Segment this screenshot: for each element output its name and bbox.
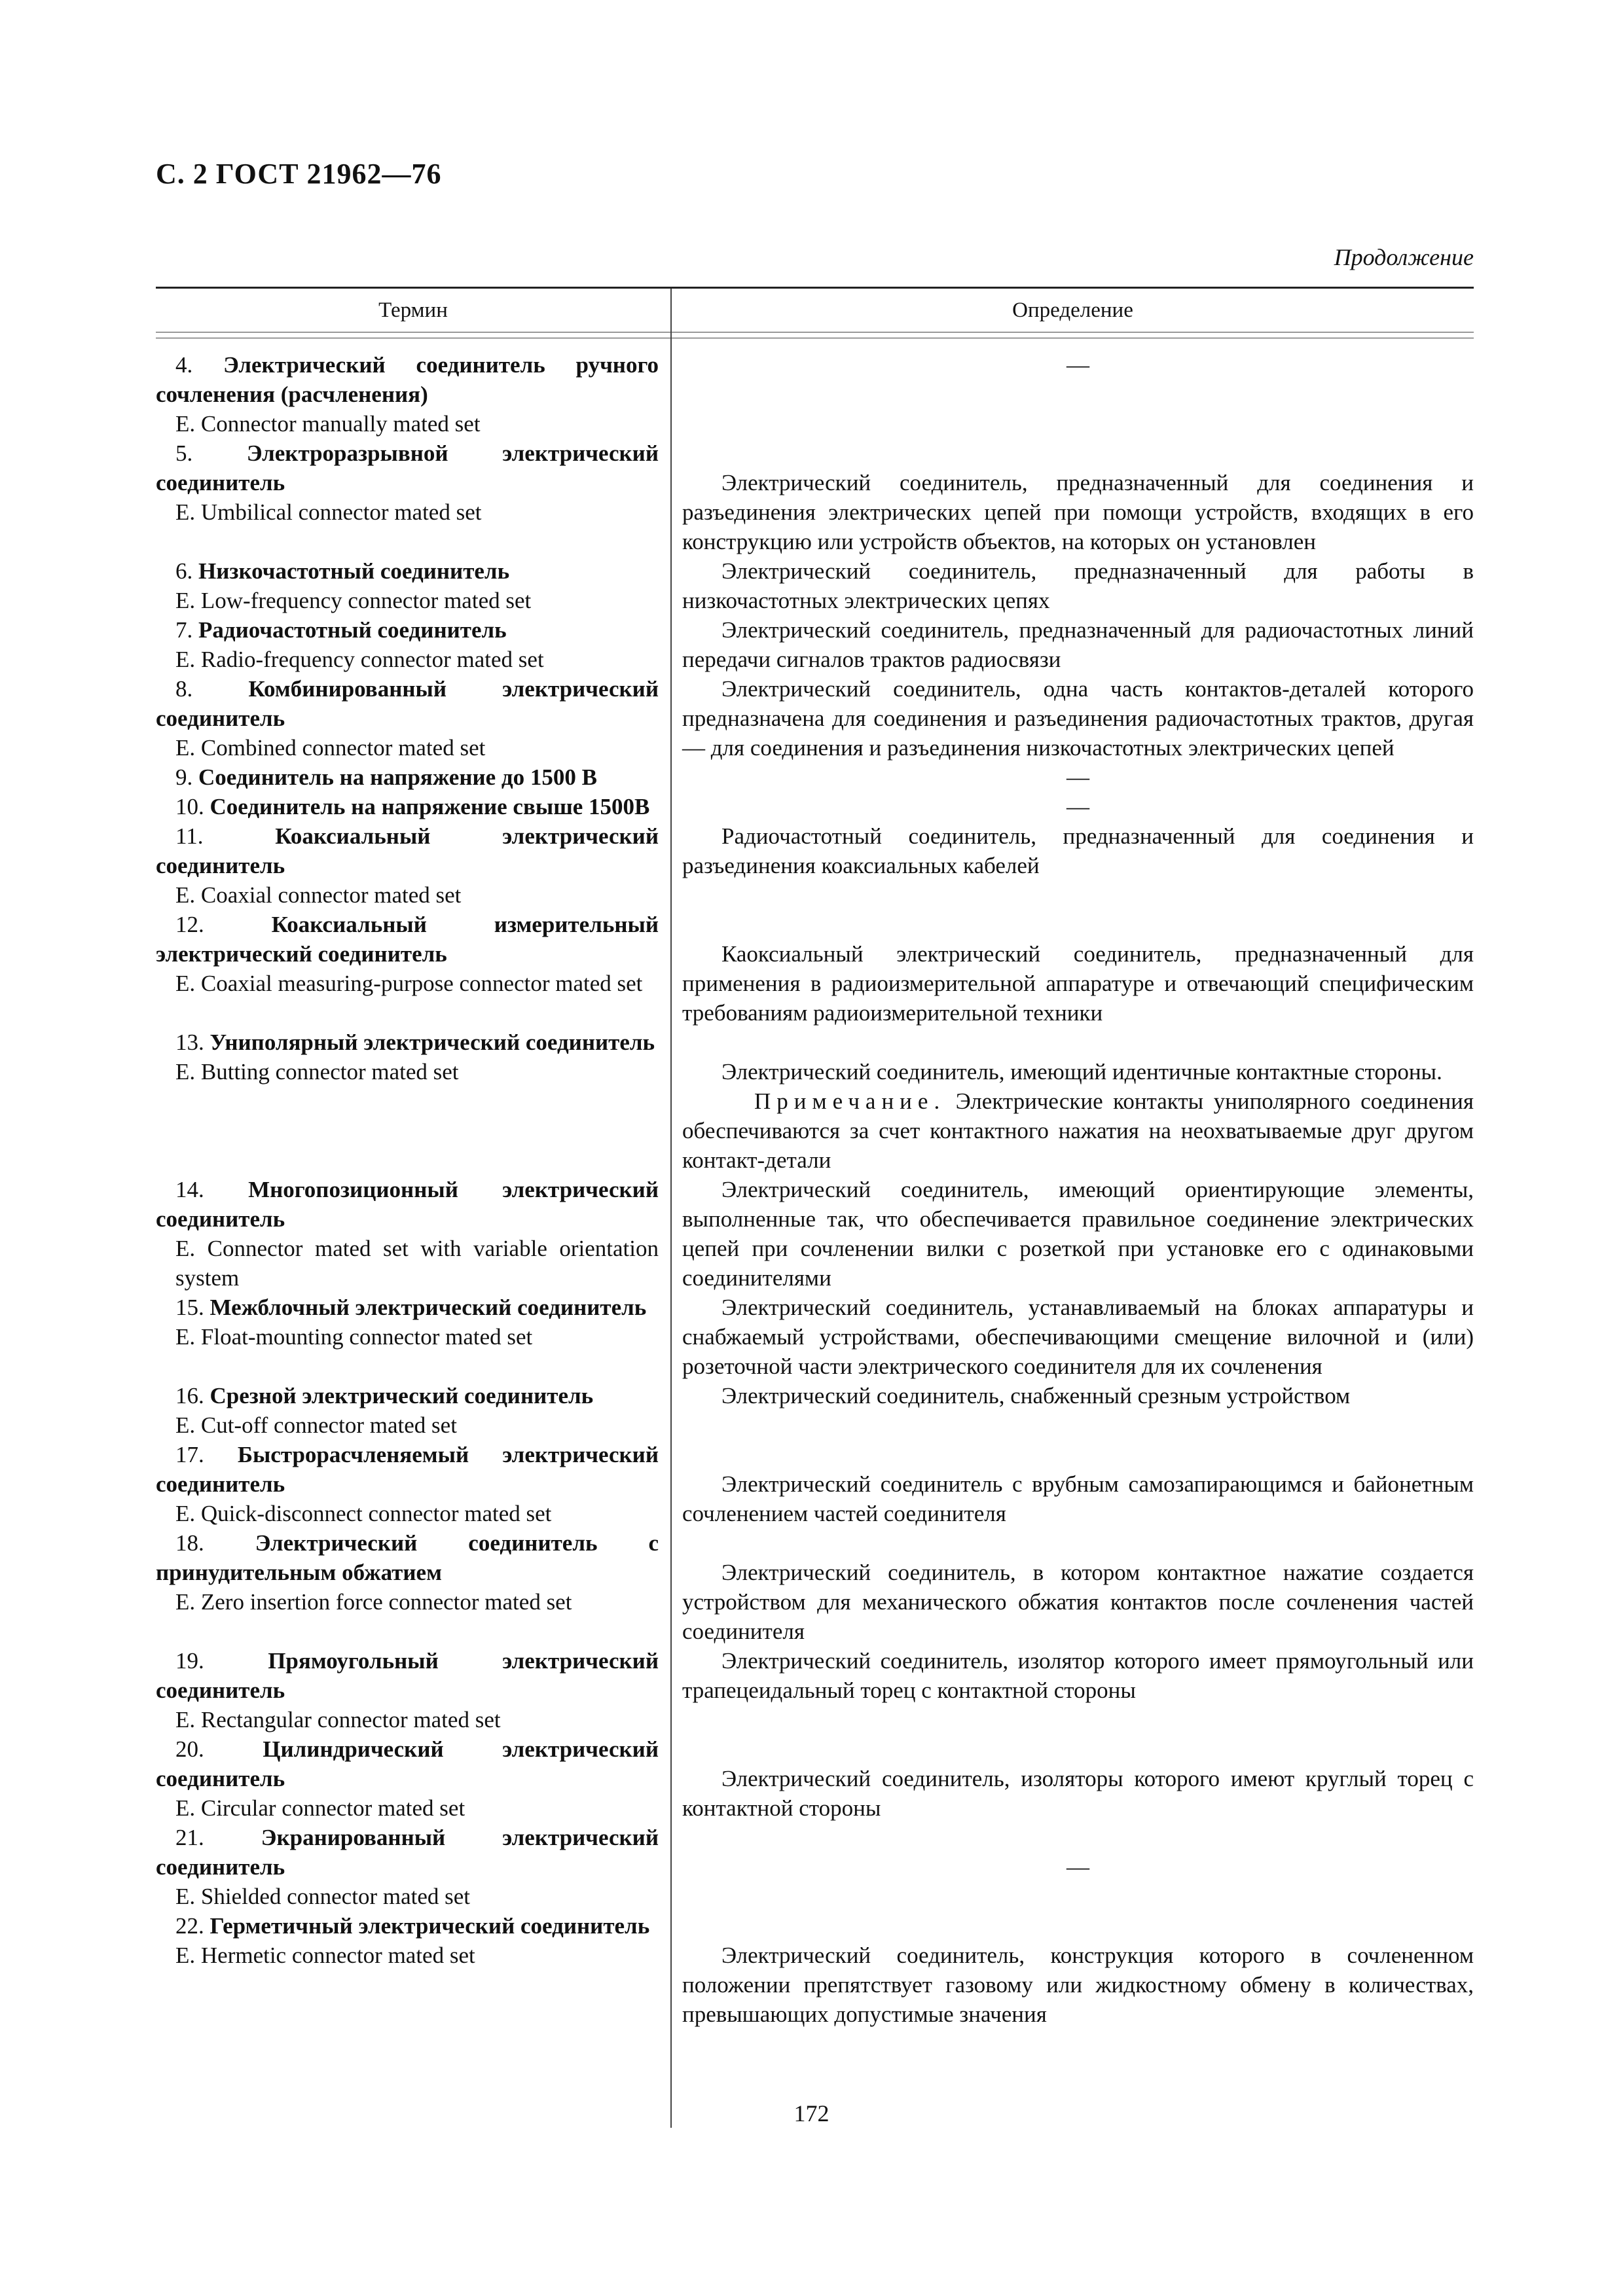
term-number: 10.	[175, 794, 204, 819]
table-body	[156, 350, 1474, 2029]
term-english: E. Umbilical connector mated set	[175, 499, 482, 525]
term-russian: Герметичный электрический соединитель	[210, 1913, 650, 1939]
table-row	[156, 910, 1474, 1028]
term-english: E. Connector mated set with variable orientation system	[175, 1236, 659, 1291]
page-number: 172	[793, 2100, 830, 2126]
table-row	[156, 1293, 1474, 1381]
term-number: 13.	[175, 1030, 204, 1055]
term-number: 11.	[175, 823, 204, 849]
table-row	[156, 1911, 1474, 2029]
term-english: E. Cut-off connector mated set	[175, 1412, 457, 1438]
term-russian: Коаксиальный электрический соединитель	[156, 823, 659, 878]
term-russian: Цилиндрический электрический соединитель	[156, 1736, 659, 1791]
definition-text: Электрический соединитель, предназначенный для работы в низкочастотных электрических цепях	[682, 558, 1474, 613]
term-cell	[156, 350, 670, 439]
table-header	[156, 289, 1474, 332]
definition-cell	[670, 792, 1474, 821]
table-row	[156, 1028, 1474, 1175]
term-title	[156, 350, 659, 409]
term-russian: Низкочастотный соединитель	[198, 558, 510, 584]
term-cell	[156, 1646, 670, 1734]
term-cell	[156, 792, 670, 821]
term-number: 20.	[175, 1736, 204, 1762]
term-title	[156, 1440, 659, 1499]
definition-text: Электрический соединитель, в котором контактное нажатие создается устройством для механического обжатия контактов после сочленения частей соединителя	[682, 1560, 1474, 1644]
term-english: E. Float-mounting connector mated set	[175, 1324, 533, 1350]
term-english: E. Circular connector mated set	[175, 1795, 465, 1821]
table-row	[156, 615, 1474, 674]
term-number: 9.	[175, 764, 193, 790]
definition-text: Электрический соединитель, имеющий идентичные контактные стороны.	[721, 1059, 1442, 1085]
term-number: 17.	[175, 1442, 204, 1467]
definition-text: Электрический соединитель, имеющий ориентирующие элементы, выполненные так, что обеспечивается правильное соединение электрических цепей при сочленении вилки с розеткой при установке его с одинаковыми соединителями	[682, 1177, 1474, 1291]
term-title	[156, 615, 659, 645]
definition-dash: —	[1067, 764, 1089, 790]
table-row	[156, 439, 1474, 556]
term-cell	[156, 1175, 670, 1293]
term-number: 7.	[175, 617, 193, 643]
term-russian: Экранированный электрический соединитель	[156, 1825, 659, 1880]
term-number: 5.	[175, 440, 193, 466]
page-header: С. 2 ГОСТ 21962—76	[156, 158, 442, 190]
term-russian: Быстрорасчленяемый электрический соединитель	[156, 1442, 659, 1497]
term-russian: Коаксиальный измерительный электрический соединитель	[156, 912, 659, 967]
term-cell	[156, 1823, 670, 1911]
term-cell	[156, 1381, 670, 1440]
table-row	[156, 821, 1474, 910]
table-row	[156, 1646, 1474, 1734]
definition-cell	[670, 1381, 1474, 1440]
table-row	[156, 350, 1474, 439]
term-english: E. Shielded connector mated set	[175, 1884, 470, 1909]
term-number: 18.	[175, 1530, 204, 1556]
definition-cell	[670, 821, 1474, 910]
definition-cell	[670, 910, 1474, 1028]
definition-dash: —	[1067, 1854, 1089, 1880]
term-english: E. Zero insertion force connector mated set	[175, 1589, 572, 1615]
term-english: E. Butting connector mated set	[175, 1059, 459, 1085]
column-header-definition: Определение	[1012, 298, 1133, 322]
term-number: 6.	[175, 558, 193, 584]
table-row	[156, 762, 1474, 792]
term-cell	[156, 821, 670, 910]
definition-text: Электрический соединитель, изоляторы которого имеют круглый торец с контактной стороны	[682, 1766, 1474, 1821]
definition-dash: —	[1067, 794, 1089, 819]
note-text: Электрические контакты униполярного соединения обеспечиваются за счет контактного нажатия на неохватываемые друг другом контакт-детали	[682, 1088, 1474, 1173]
table-row	[156, 1175, 1474, 1293]
term-english: E. Hermetic connector mated set	[175, 1943, 475, 1968]
definition-cell	[670, 1528, 1474, 1646]
term-english: E. Radio-frequency connector mated set	[175, 647, 544, 672]
term-russian: Электрический соединитель ручного сочленения (расчленения)	[156, 352, 659, 407]
definition-text: Электрический соединитель, предназначенный для соединения и разъединения электрических цепей при помощи устройств, входящих в его конструкцию или устройств объектов, на которых он установлен	[682, 470, 1474, 554]
definition-text: Электрический соединитель с врубным самозапирающимся и байонетным сочленением частей соединителя	[682, 1471, 1474, 1526]
term-english: E. Low-frequency connector mated set	[175, 588, 532, 613]
term-title	[156, 1646, 659, 1705]
definition-text: Электрический соединитель, предназначенный для радиочастотных линий передачи сигналов трактов радиосвязи	[682, 617, 1474, 672]
term-russian: Электроразрывной электрический соединитель	[156, 440, 659, 495]
term-cell	[156, 1528, 670, 1646]
definition-cell	[670, 350, 1474, 439]
definition-cell	[670, 1646, 1474, 1734]
table-row	[156, 1528, 1474, 1646]
term-number: 4.	[175, 352, 193, 378]
table-row	[156, 1823, 1474, 1911]
term-cell	[156, 674, 670, 762]
term-title	[156, 762, 659, 792]
term-title	[156, 1528, 659, 1587]
header-double-rule	[156, 332, 1474, 338]
term-russian: Соединитель на напряжение свыше 1500В	[210, 794, 650, 819]
term-number: 19.	[175, 1648, 204, 1674]
definition-cell	[670, 1734, 1474, 1823]
term-cell	[156, 1440, 670, 1528]
definition-text: Электрический соединитель, снабженный срезным устройством	[721, 1383, 1351, 1408]
definition-cell	[670, 1028, 1474, 1175]
term-russian: Радиочастотный соединитель	[198, 617, 507, 643]
term-title	[156, 1293, 659, 1322]
term-title	[156, 1734, 659, 1793]
definition-text: Радиочастотный соединитель, предназначенный для соединения и разъединения коаксиальных кабелей	[682, 823, 1474, 878]
term-title	[156, 556, 659, 586]
term-cell	[156, 1028, 670, 1175]
table-row	[156, 556, 1474, 615]
term-cell	[156, 910, 670, 1028]
table-row	[156, 674, 1474, 762]
term-cell	[156, 556, 670, 615]
term-cell	[156, 1734, 670, 1823]
term-russian: Комбинированный электрический соединитель	[156, 676, 659, 731]
term-title	[156, 1381, 659, 1410]
term-cell	[156, 1911, 670, 2029]
term-title	[156, 1175, 659, 1234]
term-russian: Межблочный электрический соединитель	[210, 1295, 647, 1320]
definition-text: Каоксиальный электрический соединитель, предназначенный для применения в радиоизмерительной аппаратуре и отвечающий специфическим требованиям радиоизмерительной техники	[682, 941, 1474, 1026]
term-cell	[156, 762, 670, 792]
definition-cell	[670, 1911, 1474, 2029]
term-title	[156, 1028, 659, 1057]
term-english: E. Rectangular connector mated set	[175, 1707, 501, 1732]
definition-cell	[670, 1823, 1474, 1911]
term-number: 8.	[175, 676, 193, 702]
term-english: E. Quick-disconnect connector mated set	[175, 1501, 552, 1526]
definition-dash: —	[1067, 352, 1089, 378]
definition-cell	[670, 439, 1474, 556]
note-label: Примечание.	[754, 1088, 946, 1114]
term-title	[156, 792, 659, 821]
definition-text: Электрический соединитель, одна часть контактов-деталей которого предназначена для соединения и разъединения радиочастотных трактов, другая — для соединения и разъединения низкочастотных электрических цепей	[682, 676, 1474, 761]
definition-cell	[670, 615, 1474, 674]
term-russian: Униполярный электрический соединитель	[210, 1030, 655, 1055]
term-english: E. Combined connector mated set	[175, 735, 486, 761]
terms-table	[156, 287, 1474, 2029]
continuation-label: Продолжение	[1334, 244, 1474, 270]
term-number: 16.	[175, 1383, 204, 1408]
term-cell	[156, 615, 670, 674]
term-russian: Соединитель на напряжение до 1500 В	[198, 764, 597, 790]
term-title	[156, 674, 659, 733]
definition-note	[682, 1086, 1474, 1175]
term-english: E. Coaxial measuring-purpose connector mated set	[175, 971, 643, 996]
term-russian: Прямоугольный электрический соединитель	[156, 1648, 659, 1703]
table-row	[156, 792, 1474, 821]
definition-text: Электрический соединитель, конструкция которого в сочлененном положении препятствует газовому или жидкостному обмену в количествах, превышающих допустимые значения	[682, 1943, 1474, 2027]
definition-cell	[670, 1293, 1474, 1381]
definition-text: Электрический соединитель, устанавливаемый на блоках аппаратуры и снабжаемый устройствами, обеспечивающими смещение вилочной и (или) розеточной части электрического соединителя для их сочленения	[682, 1295, 1474, 1379]
definition-cell	[670, 674, 1474, 762]
term-title	[156, 1911, 659, 1941]
term-title	[156, 1823, 659, 1882]
term-number: 15.	[175, 1295, 204, 1320]
table-row	[156, 1734, 1474, 1823]
term-russian: Срезной электрический соединитель	[210, 1383, 594, 1408]
term-number: 12.	[175, 912, 204, 937]
table-row	[156, 1381, 1474, 1440]
definition-cell	[670, 1175, 1474, 1293]
table-row	[156, 1440, 1474, 1528]
definition-cell	[670, 1440, 1474, 1528]
definition-cell	[670, 556, 1474, 615]
term-english: E. Coaxial connector mated set	[175, 882, 462, 908]
term-title	[156, 821, 659, 880]
definition-text: Электрический соединитель, изолятор которого имеет прямоугольный или трапецеидальный торец с контактной стороны	[682, 1648, 1474, 1703]
term-cell	[156, 1293, 670, 1381]
term-cell	[156, 439, 670, 556]
term-title	[156, 910, 659, 969]
term-title	[156, 439, 659, 497]
term-russian: Электрический соединитель с принудительным обжатием	[156, 1530, 659, 1585]
term-number: 22.	[175, 1913, 204, 1939]
term-russian: Многопозиционный электрический соединитель	[156, 1177, 659, 1232]
definition-cell	[670, 762, 1474, 792]
term-number: 14.	[175, 1177, 204, 1202]
term-number: 21.	[175, 1825, 204, 1850]
column-header-term: Термин	[156, 289, 672, 332]
term-english: E. Connector manually mated set	[175, 411, 481, 437]
column-divider	[670, 302, 672, 2128]
